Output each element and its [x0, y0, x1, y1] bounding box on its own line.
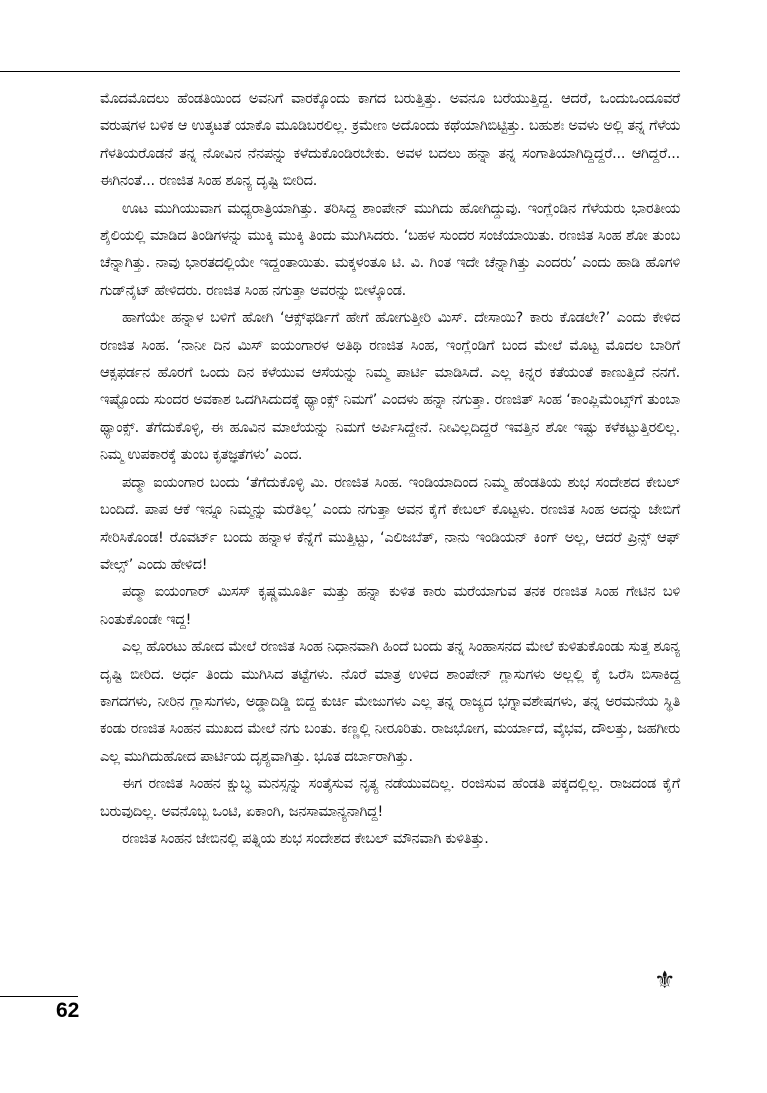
header-rule	[0, 71, 680, 72]
paragraph: ಊಟ ಮುಗಿಯುವಾಗ ಮಧ್ಯರಾತ್ರಿಯಾಗಿತ್ತು. ತರಿಸಿದ್ದ ಶಾಂಪೇನ್ ಮುಗಿದು ಹೋಗಿದ್ದುವು. ಇಂಗ್ಲೆಂಡಿನ ಗೆಳೆಯರು ಭಾರತೀಯ ಶೈಲಿಯಲ್ಲಿ ಮಾಡಿದ ತಿಂಡಿಗಳನ್ನು ಮುಕ್ಕಿ ಮುಕ್ಕಿ ತಿಂದು ಮುಗಿಸಿದರು. ‘ಬಹಳ ಸುಂದರ ಸಂಜೆಯಾಯಿತು. ರಣಜಿತ ಸಿಂಹ ಶೋ ತುಂಬ ಚೆನ್ನಾಗಿತ್ತು. ನಾವು ಭಾರತದಲ್ಲಿಯೇ ಇದ್ದಂತಾಯಿತು. ಮಕ್ಕಳಂತೂ ಟಿ. ವಿ. ಗಿಂತ ಇದೇ ಚೆನ್ನಾಗಿತ್ತು ಎಂದರು’ ಎಂದು ಹಾಡಿ ಹೊಗಳಿ ಗುಡ್‌ನೈಟ್ ಹೇಳಿದರು. ರಣಜಿತ ಸಿಂಹ ನಗುತ್ತಾ ಅವರನ್ನು ಬೀಳ್ಕೊಂಡ.	[100, 200, 680, 299]
paragraph: ಈಗ ರಣಜಿತ ಸಿಂಹನ ಕ್ಷುಬ್ಧ ಮನಸ್ಸನ್ನು ಸಂತೈಸುವ ನೃತ್ಯ ನಡೆಯುವದಿಲ್ಲ. ರಂಜಿಸುವ ಹೆಂಡತಿ ಪಕ್ಕದಲ್ಲಿಲ್ಲ. ರಾಜದಂಡ ಕೈಗೆ ಬರುವುದಿಲ್ಲ. ಅವನೊಬ್ಬ ಒಂಟಿ, ಏಕಾಂಗಿ, ಜನಸಾಮಾನ್ಯನಾಗಿದ್ದ!	[100, 776, 680, 820]
page-number: 62	[56, 999, 80, 1022]
paragraph: ಎಲ್ಲ ಹೊರಟು ಹೋದ ಮೇಲೆ ರಣಜಿತ ಸಿಂಹ ನಿಧಾನವಾಗಿ ಹಿಂದೆ ಬಂದು ತನ್ನ ಸಿಂಹಾಸನದ ಮೇಲೆ ಕುಳಿತುಕೊಂಡು ಸುತ್ತ ಶೂನ್ಯ ದೃಷ್ಟಿ ಬೀರಿದ. ಅರ್ಧ ತಿಂದು ಮುಗಿಸಿದ ತಟ್ಟೆಗಳು. ನೊರೆ ಮಾತ್ರ ಉಳಿದ ಶಾಂಪೇನ್ ಗ್ಲಾಸುಗಳು ಅಲ್ಲಲ್ಲಿ ಕೈ ಒರೆಸಿ ಬಿಸಾಕಿದ್ದ ಕಾಗದಗಳು, ನೀರಿನ ಗ್ಲಾಸುಗಳು, ಅಡ್ಡಾದಿಡ್ಡಿ ಬಿದ್ದ ಕುರ್ಚಿ ಮೇಜುಗಳು ಎಲ್ಲ ತನ್ನ ರಾಜ್ಯದ ಭಗ್ನಾವಶೇಷಗಳು, ತನ್ನ ಅರಮನೆಯ ಸ್ಥಿತಿ ಕಂಡು ರಣಜಿತ ಸಿಂಹನ ಮುಖದ ಮೇಲೆ ನಗು ಬಂತು. ಕಣ್ಣಲ್ಲಿ ನೀರೂರಿತು. ರಾಜಭೋಗ, ಮರ್ಯಾದೆ, ವೈಭವ, ದೌಲತ್ತು, ಜಹಗೀರು ಎಲ್ಲ ಮುಗಿದುಹೋದ ಪಾರ್ಟಿಯ ದೃಶ್ಯವಾಗಿತ್ತು. ಭೂತ ದರ್ಬಾರಾಗಿತ್ತು.	[100, 639, 680, 765]
page-text	[100, 86, 680, 853]
paragraph: ರಣಜಿತ ಸಿಂಹನ ಜೇಬಿನಲ್ಲಿ ಪತ್ನಿಯ ಶುಭ ಸಂದೇಶದ ಕೇಬಲ್ ಮೌನವಾಗಿ ಕುಳಿತಿತ್ತು.	[122, 830, 489, 847]
paragraph: ಪದ್ಮಾ ಐಯಂಗಾರ್ ಮಿಸಸ್ ಕೃಷ್ಣಮೂರ್ತಿ ಮತ್ತು ಹನ್ನಾ ಕುಳಿತ ಕಾರು ಮರೆಯಾಗುವ ತನಕ ರಣಜಿತ ಸಿಂಹ ಗೇಟಿನ ಬಳಿ ನಿಂತುಕೊಂಡೇ ಇದ್ದ!	[100, 584, 680, 628]
footer-rule	[0, 996, 78, 997]
paragraph: ಮೊದಮೊದಲು ಹೆಂಡತಿಯಿಂದ ಅವನಿಗೆ ವಾರಕ್ಕೊಂದು ಕಾಗದ ಬರುತ್ತಿತ್ತು. ಅವನೂ ಬರೆಯುತ್ತಿದ್ದ. ಆದರೆ, ಒಂದುಒಂದೂವರೆ ವರುಷಗಳ ಬಳಿಕ ಆ ಉತ್ಕಟತೆ ಯಾಕೊ ಮೂಡಿಬರಲಿಲ್ಲ. ಕ್ರಮೇಣ ಅದೊಂದು ಕಥೆಯಾಗಿಬಿಟ್ಟಿತ್ತು. ಬಹುಶಃ ಅವಳು ಅಲ್ಲಿ ತನ್ನ ಗೆಳೆಯ ಗೆಳತಿಯರೊಡನೆ ತನ್ನ ನೋವಿನ ನೆನಪನ್ನು ಕಳೆದುಕೊಂಡಿರಬೇಕು. ಅವಳ ಬದಲು ಹನ್ನಾ ತನ್ನ ಸಂಗಾತಿಯಾಗಿದ್ದಿದ್ದರೆ... ಆಗಿದ್ದರೆ... ಈಗಿನಂತೆ... ರಣಜಿತ ಸಿಂಹ ಶೂನ್ಯ ದೃಷ್ಟಿ ಬೀರಿದ.	[100, 91, 680, 190]
fleur-de-lis-ornament-icon: ⚜	[654, 966, 676, 994]
paragraph: ಪದ್ಮಾ ಐಯಂಗಾರ ಬಂದು ‘ತೆಗೆದುಕೊಳ್ಳಿ ಮಿ. ರಣಜಿತ ಸಿಂಹ. ಇಂಡಿಯಾದಿಂದ ನಿಮ್ಮ ಹೆಂಡತಿಯ ಶುಭ ಸಂದೇಶದ ಕೇಬಲ್ ಬಂದಿದೆ. ಪಾಪ ಆಕೆ ಇನ್ನೂ ನಿಮ್ಮನ್ನು ಮರೆತಿಲ್ಲ’ ಎಂದು ನಗುತ್ತಾ ಅವನ ಕೈಗೆ ಕೇಬಲ್ ಕೊಟ್ಟಳು. ರಣಜಿತ ಸಿಂಹ ಅದನ್ನು ಜೇಬಿಗೆ ಸೇರಿಸಿಕೊಂಡ! ರೊವರ್ಟ್ ಬಂದು ಹನ್ನಾಳ ಕೆನ್ನೆಗೆ ಮುತ್ತಿಟ್ಟು, ‘ಎಲಿಜಬೆತ್, ನಾನು ಇಂಡಿಯನ್ ಕಿಂಗ್ ಅಲ್ಲ, ಆದರೆ ಪ್ರಿನ್ಸ್ ಆಫ್ ವೇಲ್ಸ್’ ಎಂದು ಹೇಳಿದ!	[100, 474, 680, 573]
paragraph: ಹಾಗೆಯೇ ಹನ್ನಾಳ ಬಳಿಗೆ ಹೋಗಿ ‘ಆಕ್ಸ್‌ಫರ್ಡಿಗೆ ಹೇಗೆ ಹೋಗುತ್ತೀರಿ ಮಿಸ್. ದೇಸಾಯಿ? ಕಾರು ಕೊಡಲೇ?’ ಎಂದು ಕೇಳಿದ ರಣಜಿತ ಸಿಂಹ. ‘ನಾನೀ ದಿನ ಮಿಸ್ ಐಯಂಗಾರಳ ಅತಿಥಿ ರಣಜಿತ ಸಿಂಹ, ಇಂಗ್ಲೆಂಡಿಗೆ ಬಂದ ಮೇಲೆ ಮೊಟ್ಟ ಮೊದಲ ಬಾರಿಗೆ ಆಕ್ಸಫರ್ಡನ ಹೊರಗೆ ಒಂದು ದಿನ ಕಳೆಯುವ ಆಸೆಯನ್ನು ನಿಮ್ಮ ಪಾರ್ಟಿ ಮಾಡಿಸಿದೆ. ಎಲ್ಲ ಕಿನ್ನರ ಕತೆಯಂತೆ ಕಾಣುತ್ತಿದೆ ನನಗೆ. ಇಷ್ಟೊಂದು ಸುಂದರ ಅವಕಾಶ ಒದಗಿಸಿದುದಕ್ಕೆ ಥ್ಯಾಂಕ್ಸ್ ನಿಮಗೆ’ ಎಂದಳು ಹನ್ನಾ ನಗುತ್ತಾ. ರಣಜಿತ್ ಸಿಂಹ ‘ಕಾಂಪ್ಲಿಮೆಂಟ್ಸ್‌ಗೆ ತುಂಬಾ ಥ್ಯಾಂಕ್ಸ್. ತೆಗೆದುಕೊಳ್ಳಿ, ಈ ಹೂವಿನ ಮಾಲೆಯನ್ನು ನಿಮಗೆ ಅರ್ಪಿಸಿದ್ದೇನೆ. ನೀವಿಲ್ಲದಿದ್ದರೆ ಇವತ್ತಿನ ಶೋ ಇಷ್ಟು ಕಳೆಕಟ್ಟುತ್ತಿರಲಿಲ್ಲ. ನಿಮ್ಮ ಉಪಕಾರಕ್ಕೆ ತುಂಬ ಕೃತಜ್ಞತೆಗಳು’ ಎಂದ.	[100, 310, 680, 464]
